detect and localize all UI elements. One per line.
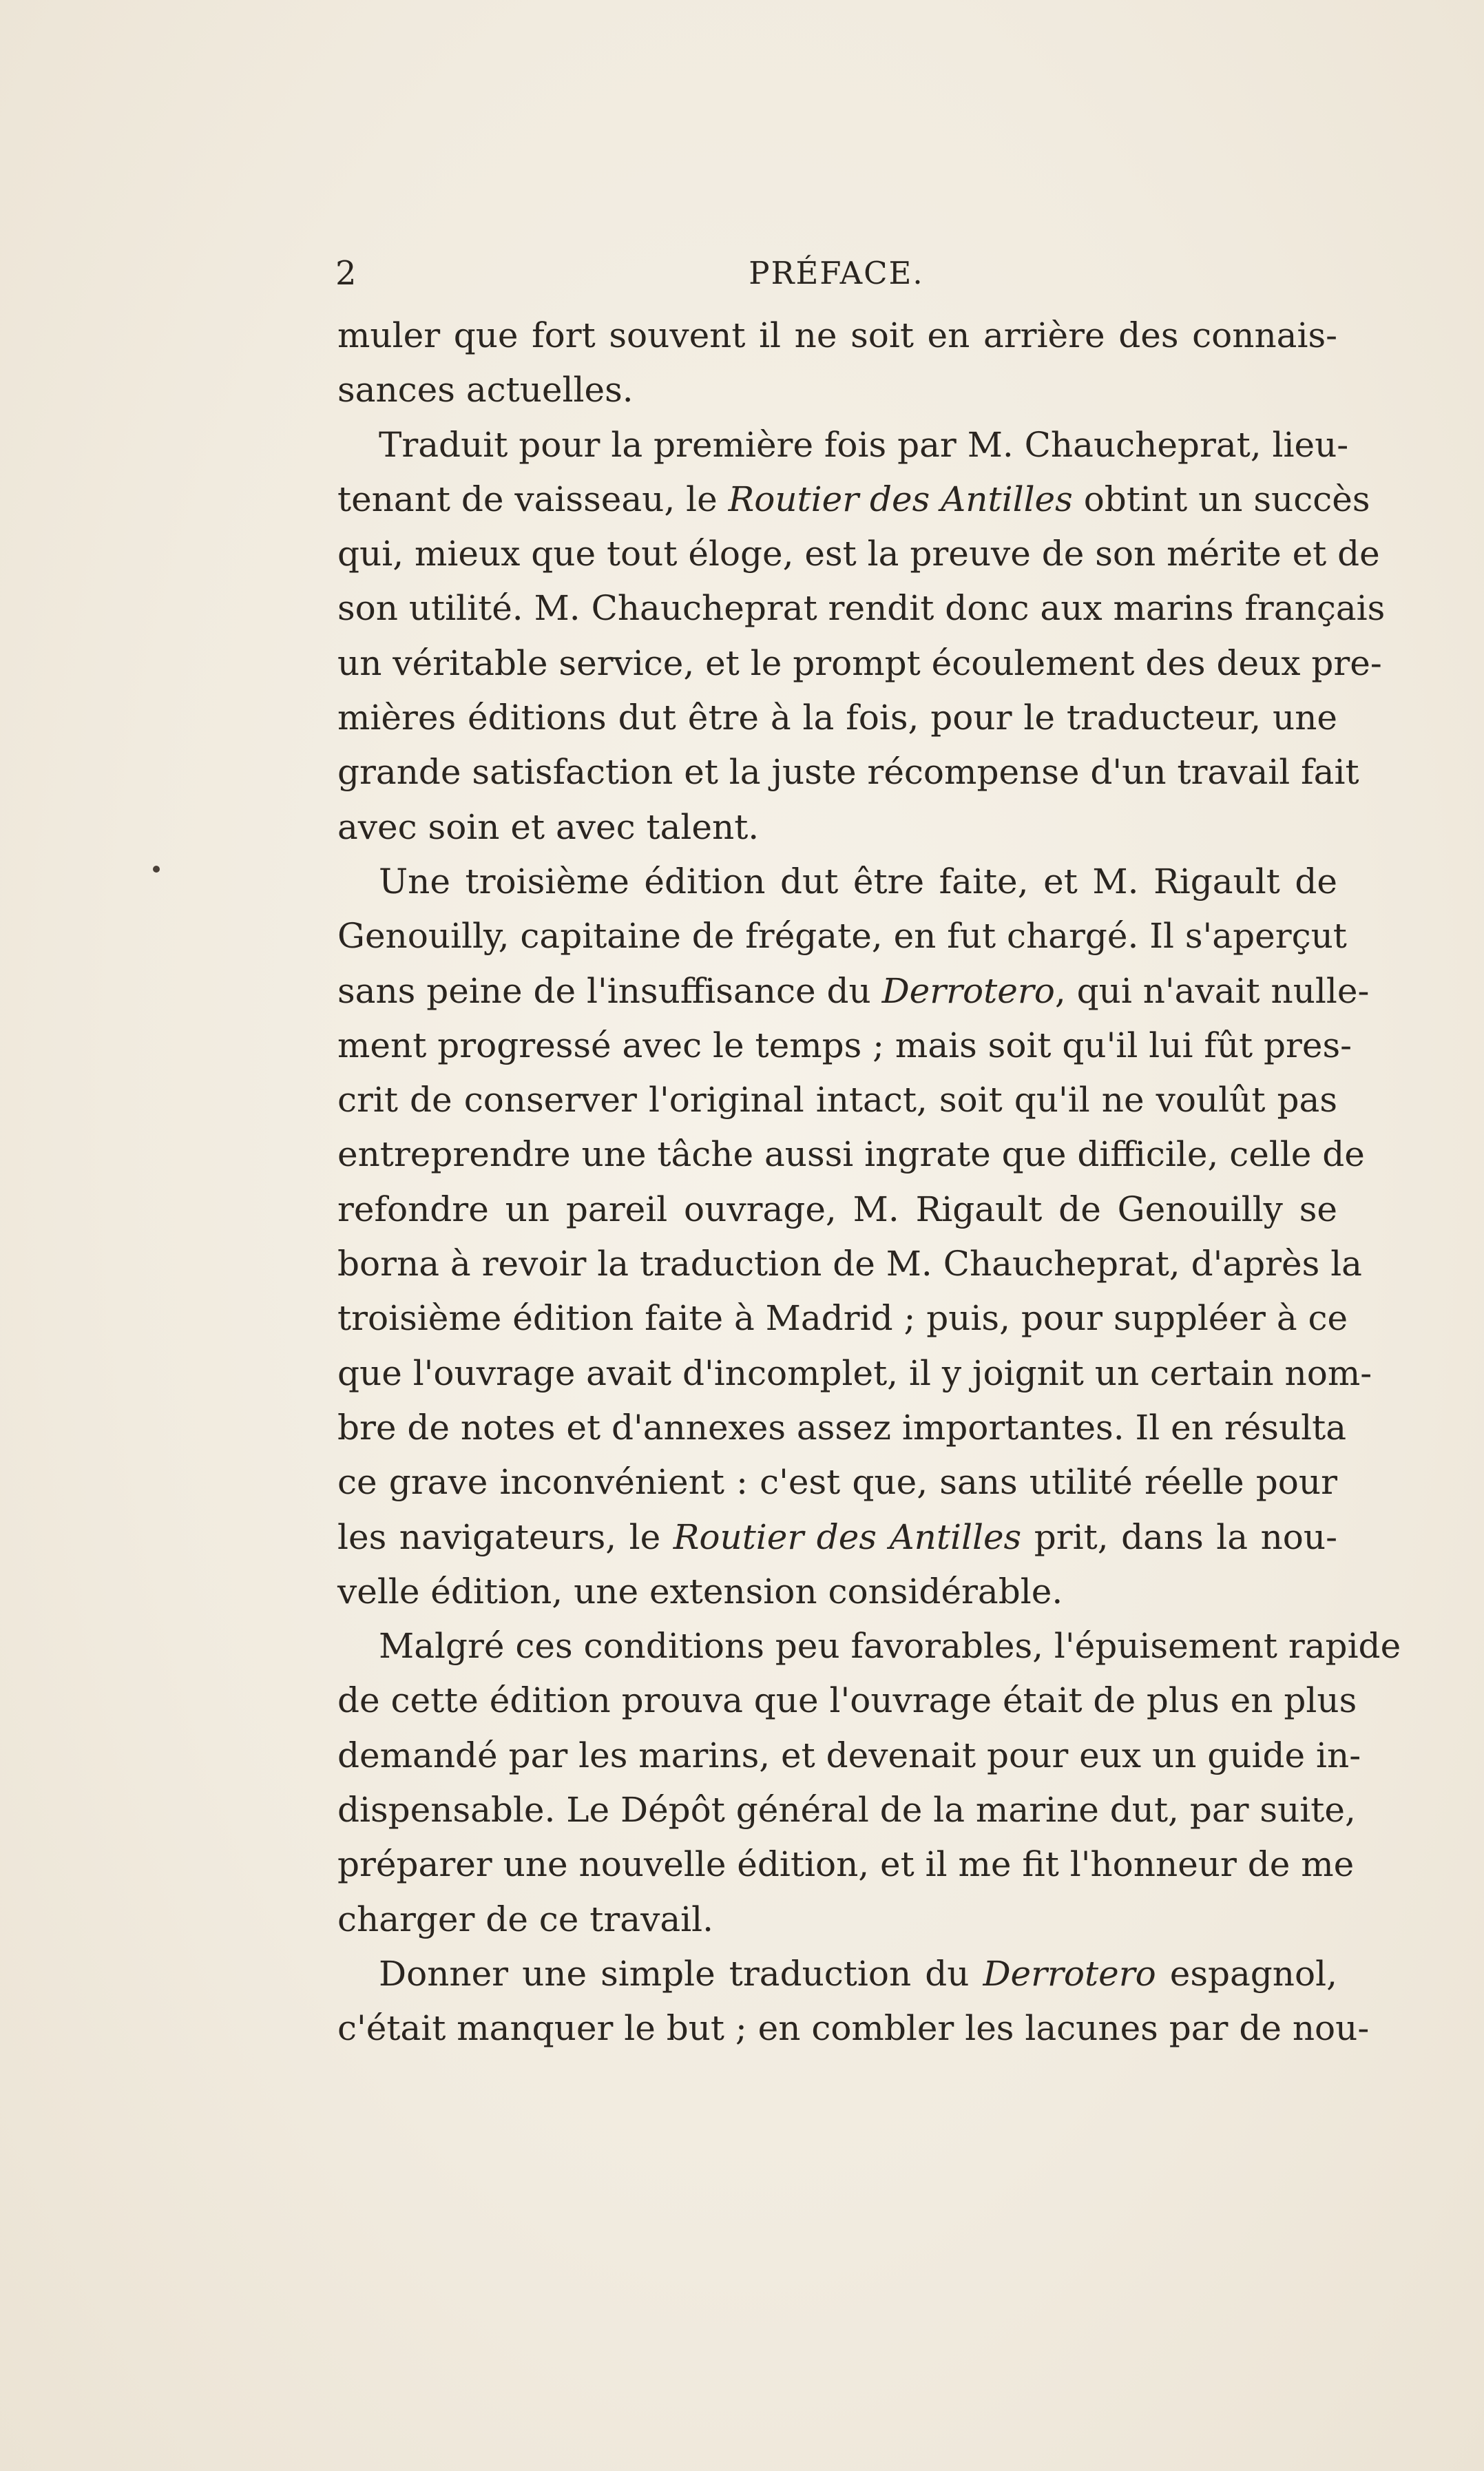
text-line <box>337 581 1386 636</box>
text-segment: obtint un succès <box>1072 479 1370 519</box>
page-number: 2 <box>335 254 357 293</box>
text-segment: troisième édition faite à Madrid ; puis, pour suppléer à ce <box>337 1298 1348 1339</box>
text-line <box>337 2001 1370 2056</box>
text-segment: tenant de vaisseau, le <box>337 479 729 519</box>
text-line <box>337 1346 1372 1401</box>
text-line <box>337 1674 1357 1728</box>
text-segment: Une troisième édition dut être faite, et M. Rigault de <box>379 861 1337 901</box>
text-line <box>337 1182 1337 1237</box>
text-line <box>337 855 1337 909</box>
text-line <box>337 964 1370 1019</box>
text-segment: sances actuelles. <box>337 370 634 410</box>
text-segment: préparer une nouvelle édition, et il me fit l'honneur de me <box>337 1844 1355 1885</box>
text-line <box>337 1237 1362 1291</box>
text-segment: dispensable. Le Dépôt général de la marine dut, par suite, <box>337 1790 1356 1831</box>
text-segment: que l'ouvrage avait d'incomplet, il y joignit un certain nom- <box>337 1353 1372 1393</box>
text-line <box>337 800 1337 855</box>
text-line <box>337 1837 1355 1892</box>
text-segment: grande satisfaction et la juste récompense d'un travail fait <box>337 752 1359 793</box>
text-segment: Donner une simple traduction du <box>379 1953 983 1994</box>
text-segment: muler que fort souvent il ne soit en arrière des connais- <box>337 315 1337 355</box>
text-segment: Traduit pour la première fois par M. Chaucheprat, lieu- <box>379 424 1349 465</box>
text-line <box>337 1073 1337 1127</box>
text-segment: un véritable service, et le prompt écoulement des deux pre- <box>337 643 1382 683</box>
text-segment: Malgré ces conditions peu favorables, l'épuisement rapide <box>379 1626 1401 1667</box>
text-line <box>337 1619 1401 1674</box>
page-header <box>335 249 1337 298</box>
running-title: PRÉFACE. <box>749 255 924 291</box>
text-segment: sans peine de l'insuffisance du <box>337 970 882 1011</box>
text-segment: qui, mieux que tout éloge, est la preuve de son mérite et de <box>337 534 1380 574</box>
text-segment: de cette édition prouva que l'ouvrage était de plus en plus <box>337 1680 1357 1721</box>
text-segment: Genouilly, capitaine de frégate, en fut chargé. Il s'aperçut <box>337 916 1347 957</box>
text-line <box>337 472 1370 527</box>
text-segment: bre de notes et d'annexes assez importantes. Il en résulta <box>337 1407 1347 1448</box>
text-line <box>337 527 1380 581</box>
text-segment: avec soin et avec talent. <box>337 806 760 847</box>
text-line <box>337 745 1359 800</box>
text-line <box>337 1455 1337 1510</box>
text-line <box>337 909 1347 963</box>
text-line <box>337 1565 1337 1619</box>
text-segment: velle édition, une extension considérable. <box>337 1571 1063 1612</box>
text-line <box>337 636 1382 691</box>
text-segment: ment progressé avec le temps ; mais soit qu'il lui fût pres- <box>337 1025 1352 1065</box>
text-segment: c'était manquer le but ; en combler les lacunes par de nou- <box>337 2008 1370 2049</box>
text-line <box>337 1291 1348 1346</box>
text-segment: les navigateurs, le <box>337 1516 673 1557</box>
text-segment: crit de conserver l'original intact, soit qu'il ne voulût pas <box>337 1080 1337 1120</box>
text-segment: son utilité. M. Chaucheprat rendit donc aux marins français <box>337 588 1386 629</box>
text-segment: ce grave inconvénient : c'est que, sans utilité réelle pour <box>337 1462 1337 1503</box>
italic-title: Routier des Antilles <box>673 1516 1022 1557</box>
text-line <box>337 1510 1337 1565</box>
body-text <box>337 309 1401 2056</box>
text-segment: espagnol, <box>1156 1953 1337 1994</box>
text-segment: refondre un pareil ouvrage, M. Rigault de Genouilly se <box>337 1189 1337 1229</box>
text-segment: , qui n'avait nulle- <box>1054 970 1370 1011</box>
italic-title: Routier des Antilles <box>728 479 1073 519</box>
text-segment: charger de ce travail. <box>337 1899 714 1939</box>
text-segment: entreprendre une tâche aussi ingrate que difficile, celle de <box>337 1134 1365 1175</box>
text-segment: prit, dans la nou- <box>1021 1516 1338 1557</box>
text-line <box>337 1019 1352 1073</box>
text-line <box>337 1947 1337 2001</box>
text-line <box>337 309 1337 363</box>
italic-title: Derrotero <box>881 970 1055 1011</box>
text-line <box>337 1729 1361 1783</box>
text-line <box>337 1401 1347 1455</box>
text-line <box>337 1783 1356 1837</box>
ink-speck <box>153 866 160 873</box>
text-line <box>337 1127 1365 1182</box>
text-line <box>337 418 1349 472</box>
text-line <box>337 1893 1337 1947</box>
italic-title: Derrotero <box>983 1953 1156 1994</box>
text-segment: demandé par les marins, et devenait pour eux un guide in- <box>337 1735 1361 1775</box>
text-segment: mières éditions dut être à la fois, pour le traducteur, une <box>337 698 1337 738</box>
text-segment: borna à revoir la traduction de M. Chaucheprat, d'après la <box>337 1244 1362 1284</box>
text-line <box>337 691 1337 745</box>
text-line <box>337 363 1337 417</box>
